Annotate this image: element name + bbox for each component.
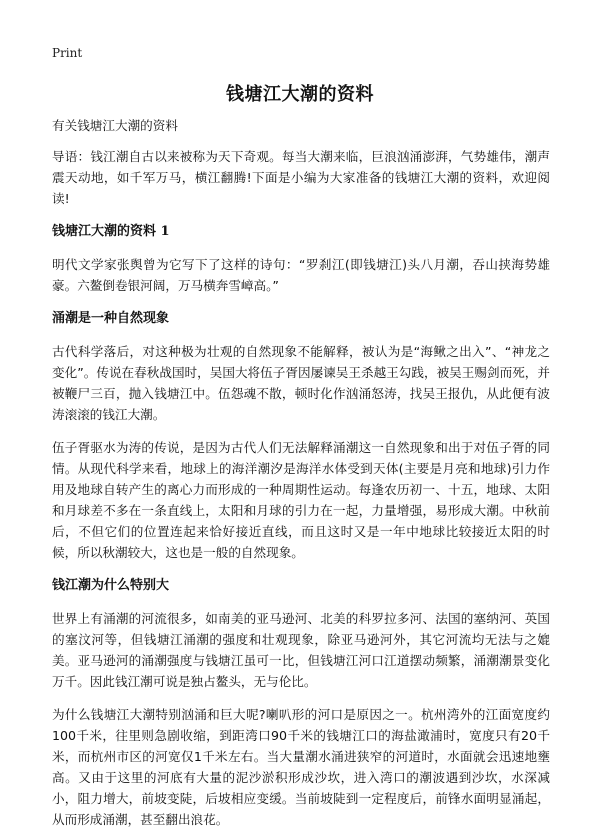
- section-paragraph: 为什么钱塘江大潮特别汹涌和巨大呢?喇叭形的河口是原因之一。杭州湾外的江面宽度约100千米，往里则急剧收缩，到距湾口90千米的钱塘江口的海盐澉浦时，宽度只有20千米，而杭州市区的河宽仅1千米左右。当大量潮水涌进狭窄的河道时，水面就会迅速地壅高。又由于这里的河底有大量的泥沙淤积形成沙坎，进入湾口的潮波遇到沙坎，水深减小，阻力增大，前坡变陡，后坡相应变缓。当前坡陡到一定程度后，前锋水面明显涌起，从而形成涌潮，甚至翻出浪花。: [52, 707, 550, 827]
- section-paragraph: 古代科学落后，对这种极为壮观的自然现象不能解释，被认为是“海鳅之出入”、“神龙之变化”。传说在春秋战国时，吴国大将伍子胥因屡谏吴王杀越王勾践，被吴王赐剑而死，并被鞭尸三百，抛入钱塘江中。伍怨魂不散，顿时化作汹涌怒涛，找吴王报仇，从此便有波涛滚滚的钱江大潮。: [52, 344, 550, 422]
- section-3: [52, 575, 550, 830]
- section-paragraph: 明代文学家张舆曾为它写下了这样的诗句：“罗刹江(即钱塘江)头八月潮，吞山挟海势雄豪。六鳌倒卷银河阔，万马横奔雪嶂高。”: [52, 257, 550, 293]
- document-body: [52, 115, 550, 830]
- section-paragraph: 世界上有涌潮的河流很多，如南美的亚马逊河、北美的科罗拉多河、法国的塞纳河、英国的塞汶河等，但钱塘江涌潮的强度和壮观现象，除亚马逊河外，其它河流均无法与之媲美。亚马逊河的涌潮强度与钱塘江虽可一比，但钱塘江河口江道摆动频繁，涌潮潮景变化万千。因此钱江潮可说是独占鳌头，无与伦比。: [52, 611, 550, 689]
- section-heading: 钱塘江大潮的资料 1: [52, 224, 170, 239]
- section-paragraph: 伍子胥驱水为涛的传说，是因为古代人们无法解释涌潮这一自然现象和出于对伍子胥的同情。从现代科学来看，地球上的海洋潮汐是海洋水体受到天体(主要是月亮和地球)引力作用及地球自转产生的离心力而形成的一种周期性运动。每逢农历初一、十五，地球、太阳和月球差不多在一条直线上，太阳和月球的引力在一起，力量增强，易形成大潮。中秋前后，不但它们的位置连起来恰好接近直线，而且这时又是一年中地球比较接近太阳的时候，所以秋潮较大，这也是一般的自然现象。: [52, 440, 550, 560]
- intro-paragraph: 导语：钱江潮自古以来被称为天下奇观。每当大潮来临，巨浪汹涌澎湃，气势雄伟，潮声震天动地，如千军万马，横江翻腾!下面是小编为大家准备的钱塘江大潮的资料，欢迎阅读!: [52, 149, 550, 206]
- section-heading: 涌潮是一种自然现象: [52, 311, 170, 326]
- print-link[interactable]: Print: [52, 46, 83, 60]
- section-heading: 钱江潮为什么特别大: [52, 578, 170, 593]
- section-1: [52, 221, 550, 296]
- section-2: [52, 308, 550, 563]
- document-title: 钱塘江大潮的资料: [226, 84, 374, 105]
- document-subtitle: 有关钱塘江大潮的资料: [52, 118, 178, 133]
